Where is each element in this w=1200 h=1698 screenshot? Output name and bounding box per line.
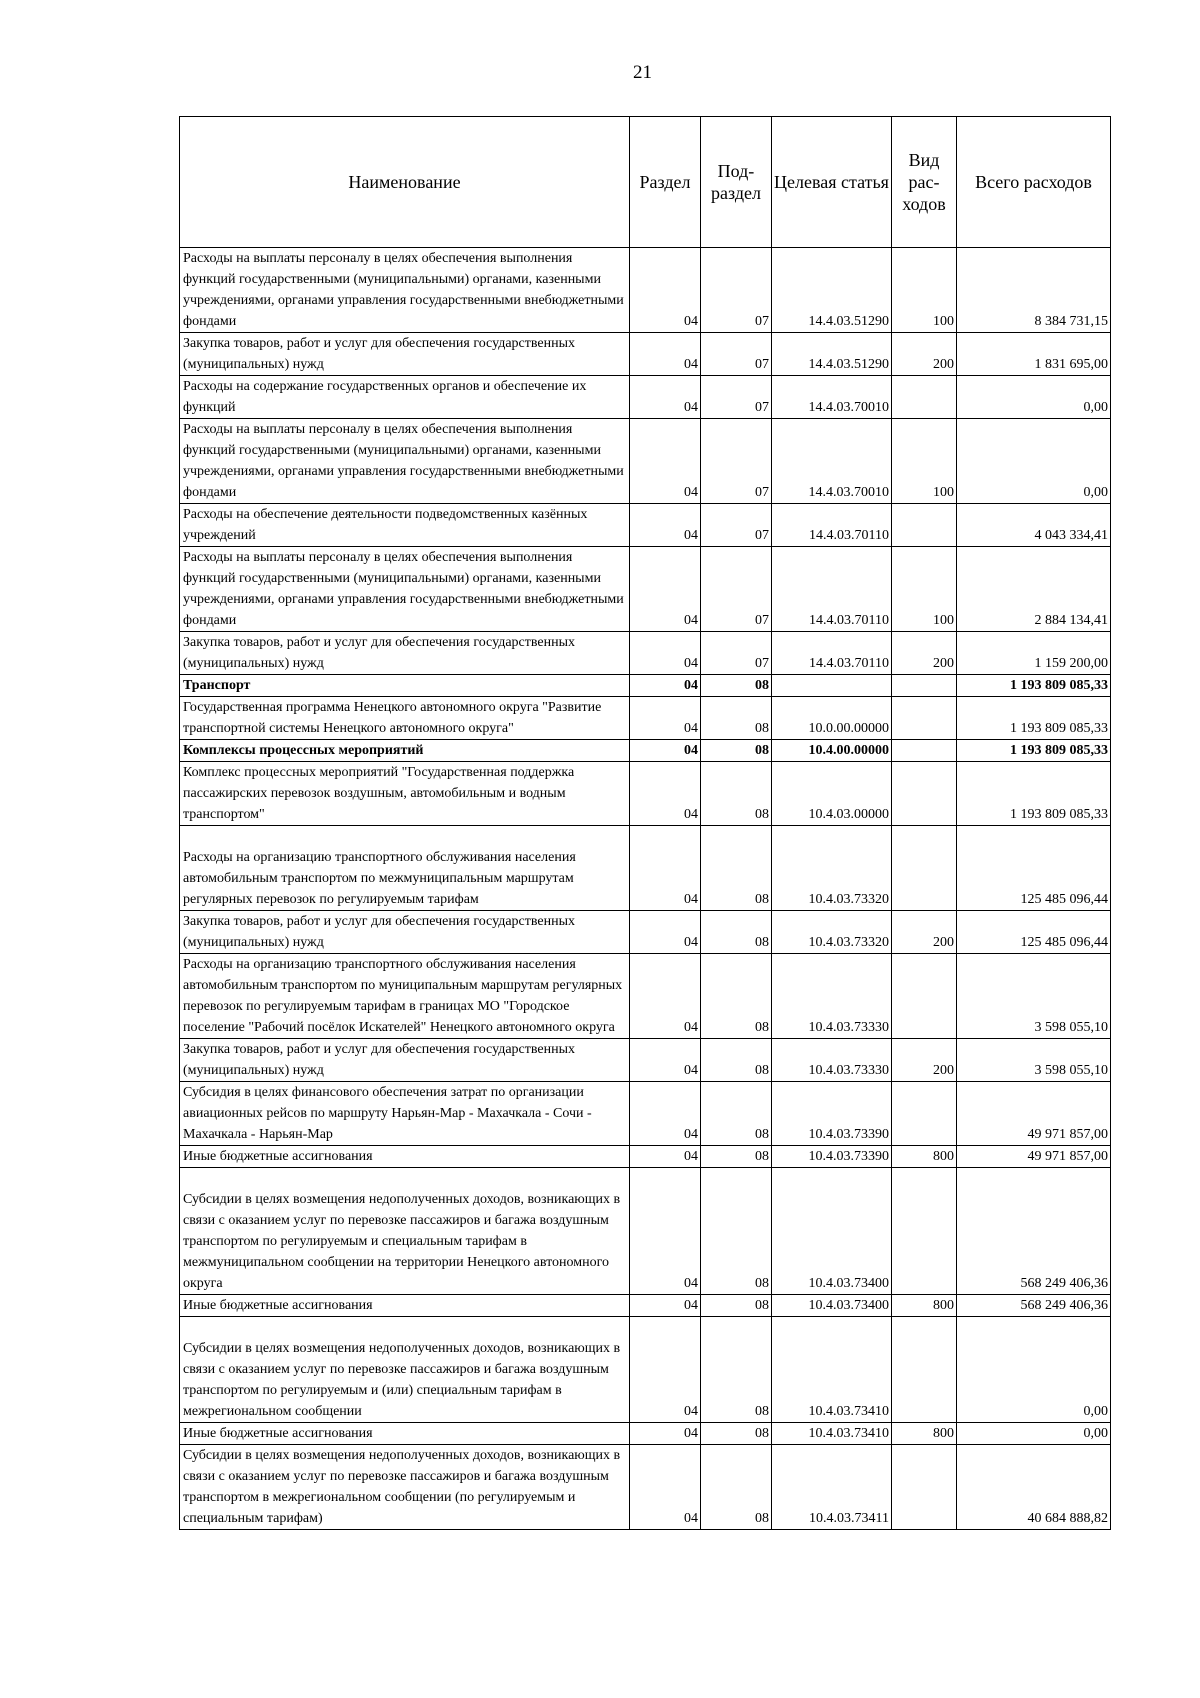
table-row — [180, 333, 1111, 376]
cell-expense-type: 800 — [892, 1146, 957, 1168]
cell-total: 0,00 — [957, 419, 1111, 504]
cell-name: Расходы на содержание государственных органов и обеспечение их функций — [180, 376, 630, 419]
cell-article: 14.4.03.70110 — [772, 504, 892, 547]
cell-subsection: 07 — [701, 547, 772, 632]
cell-total: 1 831 695,00 — [957, 333, 1111, 376]
budget-table — [179, 116, 1111, 1530]
cell-subsection: 08 — [701, 1423, 772, 1445]
table-row — [180, 1295, 1111, 1317]
cell-section: 04 — [630, 333, 701, 376]
table-row — [180, 1082, 1111, 1146]
header-section: Раздел — [630, 117, 701, 248]
cell-section: 04 — [630, 1317, 701, 1423]
cell-expense-type: 200 — [892, 333, 957, 376]
cell-section: 04 — [630, 954, 701, 1039]
table-row — [180, 1317, 1111, 1423]
cell-expense-type — [892, 762, 957, 826]
table-row — [180, 740, 1111, 762]
cell-name: Субсидия в целях финансового обеспечения затрат по организации авиационных рейсов по маршруту Нарьян-Мар - Махачкала - Сочи - Махачкала - Нарьян-Мар — [180, 1082, 630, 1146]
cell-section: 04 — [630, 504, 701, 547]
cell-expense-type: 100 — [892, 419, 957, 504]
cell-expense-type: 200 — [892, 911, 957, 954]
cell-expense-type — [892, 740, 957, 762]
cell-expense-type — [892, 954, 957, 1039]
cell-section: 04 — [630, 632, 701, 675]
cell-article: 14.4.03.51290 — [772, 248, 892, 333]
cell-total: 3 598 055,10 — [957, 1039, 1111, 1082]
cell-total: 1 193 809 085,33 — [957, 675, 1111, 697]
cell-expense-type — [892, 675, 957, 697]
cell-subsection: 08 — [701, 954, 772, 1039]
cell-article — [772, 675, 892, 697]
table-header-row — [180, 117, 1111, 248]
cell-expense-type: 100 — [892, 248, 957, 333]
cell-article: 10.0.00.00000 — [772, 697, 892, 740]
cell-name: Расходы на выплаты персоналу в целях обеспечения выполнения функций государственными (муниципальными) органами, казенными учреждениями, органами управления государственными внебюджетными фондами — [180, 248, 630, 333]
cell-name: Иные бюджетные ассигнования — [180, 1423, 630, 1445]
cell-expense-type: 100 — [892, 547, 957, 632]
cell-name: Субсидии в целях возмещения недополученных доходов, возникающих в связи с оказанием услуг по перевозке пассажиров и багажа воздушным транспортом по регулируемым и специальным тарифам в межмуниципальном сообщении на территории Ненецкого автономного округа — [180, 1168, 630, 1295]
table-row — [180, 1039, 1111, 1082]
cell-name: Транспорт — [180, 675, 630, 697]
cell-subsection: 08 — [701, 697, 772, 740]
cell-name: Расходы на обеспечение деятельности подведомственных казённых учреждений — [180, 504, 630, 547]
cell-article: 14.4.03.70010 — [772, 376, 892, 419]
header-name: Наименование — [180, 117, 630, 248]
table-row — [180, 547, 1111, 632]
cell-article: 10.4.03.73410 — [772, 1317, 892, 1423]
cell-section: 04 — [630, 826, 701, 911]
cell-subsection: 08 — [701, 1317, 772, 1423]
table-row — [180, 826, 1111, 911]
cell-article: 10.4.03.73320 — [772, 826, 892, 911]
cell-name: Комплекс процессных мероприятий "Государственная поддержка пассажирских перевозок воздушным, автомобильным и водным транспортом" — [180, 762, 630, 826]
header-subsection: Под-раздел — [701, 117, 772, 248]
cell-section: 04 — [630, 1146, 701, 1168]
cell-total: 568 249 406,36 — [957, 1295, 1111, 1317]
header-total: Всего расходов — [957, 117, 1111, 248]
cell-section: 04 — [630, 547, 701, 632]
cell-name: Закупка товаров, работ и услуг для обеспечения государственных (муниципальных) нужд — [180, 632, 630, 675]
table-row — [180, 419, 1111, 504]
table-row — [180, 248, 1111, 333]
cell-total: 125 485 096,44 — [957, 826, 1111, 911]
cell-section: 04 — [630, 1168, 701, 1295]
cell-name: Расходы на организацию транспортного обслуживания населения автомобильным транспортом по муниципальным маршрутам регулярных перевозок по регулируемым тарифам в границах МО "Городское поселение "Рабочий посёлок Искателей" Ненецкого автономного округа — [180, 954, 630, 1039]
cell-expense-type — [892, 376, 957, 419]
table-row — [180, 1168, 1111, 1295]
cell-subsection: 08 — [701, 1146, 772, 1168]
cell-total: 49 971 857,00 — [957, 1082, 1111, 1146]
cell-article: 10.4.03.73390 — [772, 1146, 892, 1168]
cell-article: 10.4.03.73411 — [772, 1445, 892, 1530]
cell-subsection: 07 — [701, 376, 772, 419]
cell-total: 4 043 334,41 — [957, 504, 1111, 547]
page-number: 21 — [633, 62, 652, 83]
cell-total: 2 884 134,41 — [957, 547, 1111, 632]
cell-expense-type: 200 — [892, 1039, 957, 1082]
cell-subsection: 07 — [701, 504, 772, 547]
cell-total: 568 249 406,36 — [957, 1168, 1111, 1295]
table-row — [180, 1423, 1111, 1445]
cell-section: 04 — [630, 1295, 701, 1317]
cell-section: 04 — [630, 419, 701, 504]
cell-total: 1 193 809 085,33 — [957, 740, 1111, 762]
cell-article: 14.4.03.51290 — [772, 333, 892, 376]
cell-total: 0,00 — [957, 1423, 1111, 1445]
cell-section: 04 — [630, 1445, 701, 1530]
table-row — [180, 1445, 1111, 1530]
cell-section: 04 — [630, 762, 701, 826]
table-row — [180, 762, 1111, 826]
table-row — [180, 675, 1111, 697]
cell-article: 10.4.03.00000 — [772, 762, 892, 826]
cell-section: 04 — [630, 1082, 701, 1146]
cell-subsection: 08 — [701, 1445, 772, 1530]
cell-total: 49 971 857,00 — [957, 1146, 1111, 1168]
cell-article: 10.4.03.73330 — [772, 954, 892, 1039]
cell-total: 0,00 — [957, 376, 1111, 419]
cell-total: 3 598 055,10 — [957, 954, 1111, 1039]
cell-expense-type — [892, 1445, 957, 1530]
cell-name: Субсидии в целях возмещения недополученных доходов, возникающих в связи с оказанием услуг по перевозке пассажиров и багажа воздушным транспортом в межрегиональном сообщении (по регулируемым и специальным тарифам) — [180, 1445, 630, 1530]
cell-expense-type — [892, 826, 957, 911]
cell-subsection: 08 — [701, 1082, 772, 1146]
cell-subsection: 08 — [701, 1168, 772, 1295]
cell-name: Государственная программа Ненецкого автономного округа "Развитие транспортной системы Ненецкого автономного округа" — [180, 697, 630, 740]
cell-section: 04 — [630, 376, 701, 419]
cell-subsection: 08 — [701, 826, 772, 911]
cell-article: 10.4.03.73320 — [772, 911, 892, 954]
table-row — [180, 376, 1111, 419]
cell-expense-type — [892, 1082, 957, 1146]
cell-subsection: 07 — [701, 333, 772, 376]
cell-expense-type: 200 — [892, 632, 957, 675]
cell-article: 10.4.00.00000 — [772, 740, 892, 762]
cell-section: 04 — [630, 1423, 701, 1445]
cell-article: 10.4.03.73400 — [772, 1295, 892, 1317]
cell-name: Расходы на выплаты персоналу в целях обеспечения выполнения функций государственными (муниципальными) органами, казенными учреждениями, органами управления государственными внебюджетными фондами — [180, 419, 630, 504]
cell-subsection: 07 — [701, 248, 772, 333]
table-row — [180, 1146, 1111, 1168]
cell-subsection: 08 — [701, 1295, 772, 1317]
cell-name: Иные бюджетные ассигнования — [180, 1295, 630, 1317]
cell-article: 10.4.03.73330 — [772, 1039, 892, 1082]
cell-section: 04 — [630, 740, 701, 762]
cell-subsection: 07 — [701, 419, 772, 504]
cell-subsection: 08 — [701, 1039, 772, 1082]
cell-total: 1 159 200,00 — [957, 632, 1111, 675]
cell-total: 1 193 809 085,33 — [957, 762, 1111, 826]
cell-section: 04 — [630, 248, 701, 333]
cell-total: 40 684 888,82 — [957, 1445, 1111, 1530]
table-body — [180, 248, 1111, 1530]
cell-subsection: 08 — [701, 675, 772, 697]
cell-expense-type — [892, 504, 957, 547]
header-expense-type: Вид рас-ходов — [892, 117, 957, 248]
cell-expense-type — [892, 1317, 957, 1423]
table-row — [180, 504, 1111, 547]
cell-subsection: 08 — [701, 762, 772, 826]
cell-section: 04 — [630, 697, 701, 740]
cell-total: 1 193 809 085,33 — [957, 697, 1111, 740]
cell-expense-type: 800 — [892, 1295, 957, 1317]
cell-name: Закупка товаров, работ и услуг для обеспечения государственных (муниципальных) нужд — [180, 333, 630, 376]
cell-article: 14.4.03.70110 — [772, 632, 892, 675]
cell-total: 0,00 — [957, 1317, 1111, 1423]
cell-article: 10.4.03.73400 — [772, 1168, 892, 1295]
table-row — [180, 632, 1111, 675]
header-article: Целевая статья — [772, 117, 892, 248]
cell-name: Закупка товаров, работ и услуг для обеспечения государственных (муниципальных) нужд — [180, 911, 630, 954]
cell-section: 04 — [630, 675, 701, 697]
cell-subsection: 08 — [701, 911, 772, 954]
cell-name: Комплексы процессных мероприятий — [180, 740, 630, 762]
cell-name: Расходы на организацию транспортного обслуживания населения автомобильным транспортом по межмуниципальным маршрутам регулярных перевозок по регулируемым тарифам — [180, 826, 630, 911]
cell-section: 04 — [630, 911, 701, 954]
cell-name: Закупка товаров, работ и услуг для обеспечения государственных (муниципальных) нужд — [180, 1039, 630, 1082]
table-row — [180, 954, 1111, 1039]
table-row — [180, 697, 1111, 740]
cell-total: 8 384 731,15 — [957, 248, 1111, 333]
cell-article: 14.4.03.70010 — [772, 419, 892, 504]
table-row — [180, 911, 1111, 954]
cell-expense-type: 800 — [892, 1423, 957, 1445]
cell-subsection: 08 — [701, 740, 772, 762]
cell-section: 04 — [630, 1039, 701, 1082]
cell-name: Расходы на выплаты персоналу в целях обеспечения выполнения функций государственными (муниципальными) органами, казенными учреждениями, органами управления государственными внебюджетными фондами — [180, 547, 630, 632]
cell-expense-type — [892, 1168, 957, 1295]
cell-name: Иные бюджетные ассигнования — [180, 1146, 630, 1168]
cell-name: Субсидии в целях возмещения недополученных доходов, возникающих в связи с оказанием услуг по перевозке пассажиров и багажа воздушным транспортом по регулируемым и (или) специальным тарифам в межрегиональном сообщении — [180, 1317, 630, 1423]
cell-article: 14.4.03.70110 — [772, 547, 892, 632]
cell-subsection: 07 — [701, 632, 772, 675]
cell-expense-type — [892, 697, 957, 740]
cell-article: 10.4.03.73410 — [772, 1423, 892, 1445]
cell-article: 10.4.03.73390 — [772, 1082, 892, 1146]
cell-total: 125 485 096,44 — [957, 911, 1111, 954]
